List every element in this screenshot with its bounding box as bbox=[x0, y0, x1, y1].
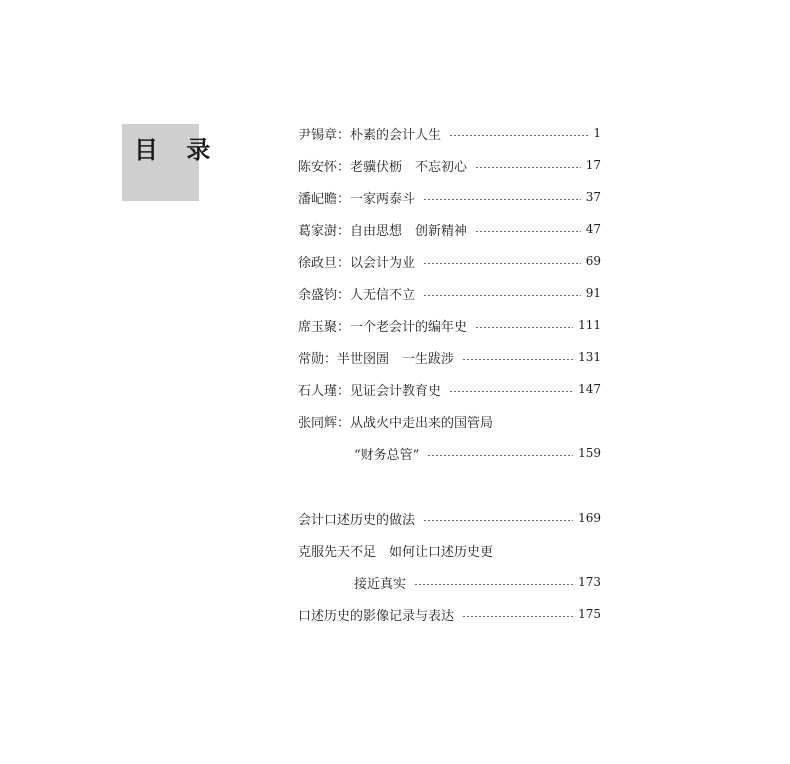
page-number: 159 bbox=[578, 446, 601, 460]
entry-title: 席玉聚：一个老会计的编年史 bbox=[298, 319, 468, 335]
entry-title: 会计口述历史的做法 bbox=[298, 512, 416, 528]
dot-leader bbox=[414, 584, 573, 585]
page-number: 47 bbox=[585, 222, 601, 236]
entry-title-continued: 接近真实 bbox=[354, 576, 407, 592]
toc-entry[interactable] bbox=[298, 118, 601, 148]
entry-title: 石人瑾：见证会计教育史 bbox=[298, 383, 442, 399]
page-number: 131 bbox=[578, 350, 601, 364]
dot-leader bbox=[423, 520, 573, 521]
toc-entry[interactable] bbox=[298, 214, 601, 244]
toc-entry[interactable] bbox=[298, 503, 601, 533]
dot-leader bbox=[427, 455, 573, 456]
entry-title: 尹锡章：朴素的会计人生 bbox=[298, 127, 442, 143]
toc-entry[interactable] bbox=[298, 599, 601, 629]
dot-leader bbox=[462, 359, 573, 360]
page-number: 37 bbox=[585, 190, 601, 204]
dot-leader bbox=[475, 167, 581, 168]
page-number: 17 bbox=[585, 158, 601, 172]
dot-leader bbox=[423, 295, 581, 296]
toc-heading: 目 录 bbox=[134, 135, 221, 164]
toc-entry[interactable] bbox=[298, 278, 601, 308]
dot-leader bbox=[449, 135, 588, 136]
entry-title: 口述历史的影像记录与表达 bbox=[298, 608, 455, 624]
page-number: 111 bbox=[578, 318, 601, 332]
entry-title: 潘屺瞻：一家两泰斗 bbox=[298, 191, 416, 207]
entry-title: 陈安怀：老骥伏枥 不忘初心 bbox=[298, 159, 468, 175]
entry-title: 徐政旦：以会计为业 bbox=[298, 255, 416, 271]
page-number: 91 bbox=[585, 286, 601, 300]
toc-entry[interactable] bbox=[298, 150, 601, 180]
toc-entry[interactable] bbox=[298, 374, 601, 404]
dot-leader bbox=[462, 616, 573, 617]
page-number: 169 bbox=[578, 511, 601, 525]
entry-title: 常勋：半世囹圄 一生跋涉 bbox=[298, 351, 455, 367]
toc-entry[interactable] bbox=[298, 535, 601, 599]
entry-title: 张同辉：从战火中走出来的国管局 bbox=[298, 415, 494, 431]
page-number: 175 bbox=[578, 607, 601, 621]
dot-leader bbox=[449, 391, 573, 392]
dot-leader bbox=[475, 327, 573, 328]
toc-heading-box bbox=[122, 124, 221, 201]
entry-title: 余盛钧：人无信不立 bbox=[298, 287, 416, 303]
page-number: 69 bbox=[585, 254, 601, 268]
page-number: 173 bbox=[578, 575, 601, 589]
page-number: 147 bbox=[578, 382, 601, 396]
entry-title: 葛家澍：自由思想 创新精神 bbox=[298, 223, 468, 239]
dot-leader bbox=[423, 263, 581, 264]
toc-entry[interactable] bbox=[298, 406, 601, 470]
toc-entry[interactable] bbox=[298, 246, 601, 276]
toc-entry[interactable] bbox=[298, 310, 601, 340]
toc-entry[interactable] bbox=[298, 342, 601, 372]
page-number: 1 bbox=[593, 126, 601, 140]
entry-title: 克服先天不足 如何让口述历史更 bbox=[298, 544, 494, 560]
dot-leader bbox=[475, 231, 581, 232]
entry-title-continued: “财务总管” bbox=[354, 447, 420, 463]
dot-leader bbox=[423, 199, 581, 200]
toc-entry[interactable] bbox=[298, 182, 601, 212]
